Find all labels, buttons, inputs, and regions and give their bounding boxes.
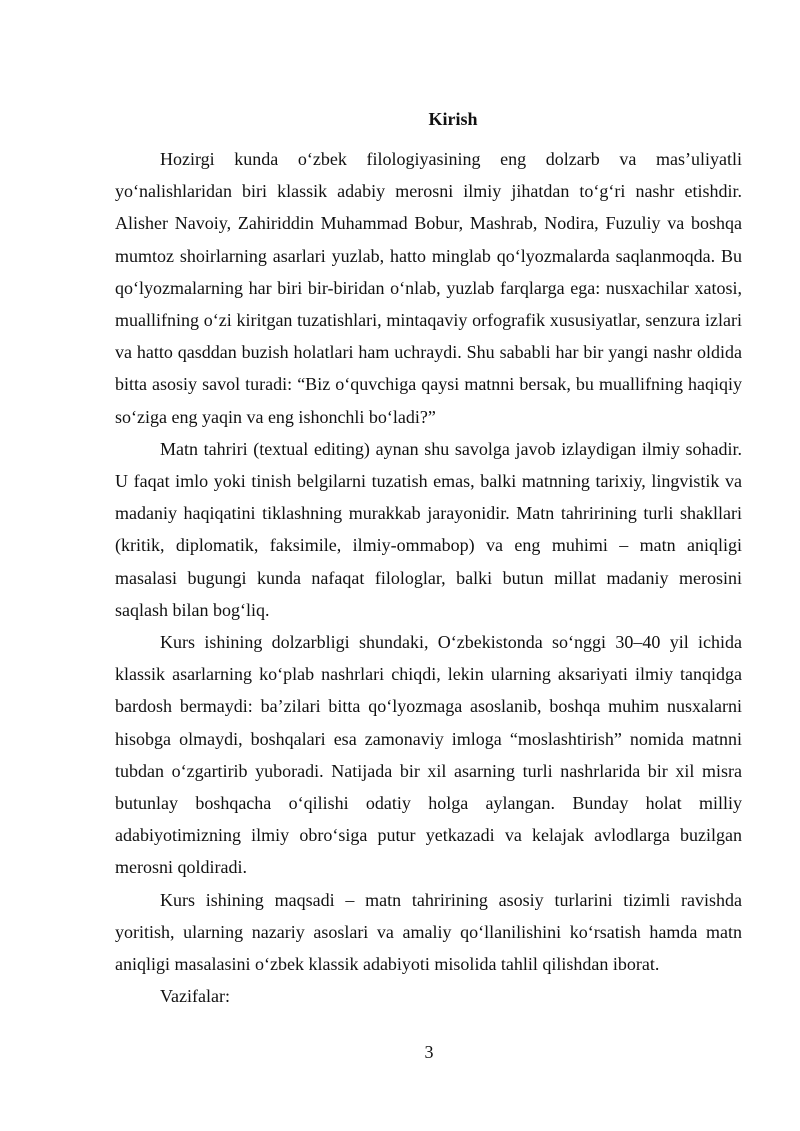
paragraph-aim: Kurs ishining maqsadi – matn tahririning asosiy turlarini tizimli ravishda yoritish, ularning nazariy asoslari va amaliy qo‘llanilishini ko‘rsatish hamda matn aniqligi masalasini o‘zbek klassik adabiyoti misolida tahlil qilishdan iborat. <box>115 889 742 975</box>
paragraph-relevance: Kurs ishining dolzarbligi shundaki, O‘zbekistonda so‘nggi 30–40 yil ichida klassik asarlarning ko‘plab nashrlari chiqdi, lekin ularning aksariyati ilmiy tanqidga bardosh bermaydi: ba’zilari bitta qo‘lyozmaga asoslanib, boshqa muhim nusxalarni hisobga olmaydi, boshqalari esa zamonaviy imloga “moslashtirish” nomida matnni tubdan o‘zgartirib yuboradi. Natijada bir xil asarning turli nashrlarida bir xil misra butunlay boshqacha o‘qilishi odatiy holga aylangan. Bunday holat milliy adabiyotimizning ilmiy obro‘siga putur yetkazadi va kelajak avlodlarga buzilgan merosni qoldiradi. <box>115 632 742 878</box>
section-title: Kirish <box>428 109 478 129</box>
paragraph-textual-editing: Matn tahriri (textual editing) aynan shu savolga javob izlaydigan ilmiy sohadir. U faqat imlo yoki tinish belgilarni tuzatish emas, balki matnning tarixiy, lingvistik va madaniy haqiqatini tiklashning murakkab jarayonidir. Matn tahririning turli shakllari (kritik, diplomatik, faksimile, ilmiy-ommabop) va eng muhimi – matn aniqligi masalasi bugungi kunda nafaqat filologlar, balki butun millat madaniy merosini saqlash bilan bog‘liq. <box>115 438 742 620</box>
paragraph-tasks-heading: Vazifalar: <box>160 986 230 1007</box>
paragraph-intro: Hozirgi kunda o‘zbek filologiyasining eng dolzarb va mas’uliyatli yo‘nalishlaridan biri klassik adabiy merosni ilmiy jihatdan to‘g‘ri nashr etishdir. Alisher Navoiy, Zahiriddin Muhammad Bobur, Mashrab, Nodira, Fuzuliy va boshqa mumtoz shoirlarning asarlari yuzlab, hatto minglab qo‘lyozmalarda saqlanmoqda. Bu qo‘lyozmalarning har biri bir-biridan o‘nlab, yuzlab farqlarga ega: nusxachilar xatosi, muallifning o‘zi kiritgan tuzatishlari, mintaqaviy orfografik xususiyatlar, senzura izlari va hatto qasddan buzish holatlari ham uchraydi. Shu sababli har bir yangi nashr oldida bitta asosiy savol turadi: “Biz o‘quvchiga qaysi matnni bersak, bu muallifning haqiqiy so‘ziga eng yaqin va eng ishonchli bo‘ladi?” <box>115 149 742 427</box>
body-text <box>115 143 742 1012</box>
page-number: 3 <box>424 1042 434 1062</box>
